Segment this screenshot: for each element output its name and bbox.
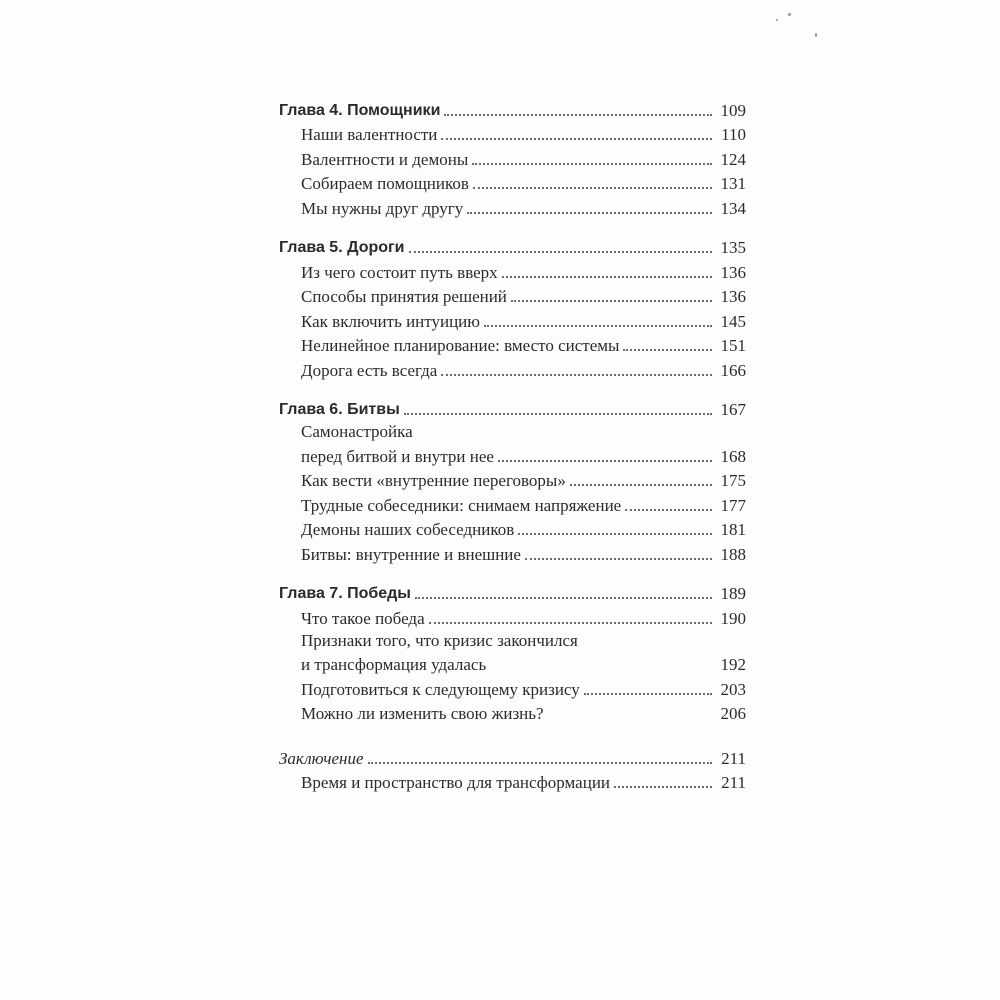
section-title-line-2: и трансформация удалась [301,655,487,674]
chapter-title: Глава 5. Дороги [279,239,405,256]
toc-chapter-7[interactable] [279,581,746,606]
toc-section[interactable] [279,308,746,333]
section-title: Способы принятия решений [301,287,507,306]
spacer [279,725,746,745]
leader-dots [473,187,712,189]
section-title: Битвы: внутренние и внешние [301,544,521,564]
page-number: 190 [720,608,746,628]
leader-dots [623,349,712,351]
leader-dots [511,300,712,302]
section-title-line-2: перед битвой и внутри нее [301,446,494,466]
section-title-line-1: Самонастройка [301,422,413,441]
spacer [279,382,746,397]
section-title: Валентности и демоны [301,149,469,169]
chapter-title: Глава 7. Победы [279,585,411,602]
leader-dots [502,276,712,278]
section-title: Трудные собеседники: снимаем напряжение [301,495,622,515]
leader-dots [584,693,712,695]
page-number: 109 [720,100,746,120]
toc-section[interactable] [279,195,746,220]
leader-dots [614,786,712,788]
page-number: 189 [720,584,746,603]
section-title: Можно ли изменить свою жизнь? [301,704,544,723]
page-number: 136 [720,287,746,306]
toc-chapter-4[interactable] [279,97,746,122]
leader-dots [409,251,712,253]
table-of-contents [279,97,746,794]
section-title: Мы нужны друг другу [301,198,464,218]
conclusion-title: Заключение [279,748,364,768]
page-number: 211 [721,773,746,792]
toc-conclusion[interactable] [279,745,746,770]
section-title-line-1: Признаки того, что кризис закончился [301,630,578,650]
section-title: Демоны наших собеседников [301,520,515,539]
leader-dots [415,597,712,599]
leader-dots [368,762,712,764]
leader-dots [404,413,712,415]
toc-section[interactable] [279,122,746,147]
toc-section[interactable] [279,492,746,517]
page-number: 135 [720,238,746,257]
leader-dots [484,325,712,327]
toc-section[interactable] [279,146,746,171]
chapter-title: Глава 4. Помощники [279,101,441,119]
leader-dots [444,114,712,116]
leader-dots [429,622,712,624]
toc-section[interactable] [279,468,746,493]
spacer [279,566,746,581]
page-number: 151 [720,336,746,355]
toc-section[interactable] [279,630,746,677]
leader-dots [498,460,712,462]
scan-speck [815,33,817,37]
page-number: 181 [720,520,746,539]
leader-dots [570,484,712,486]
page-number: 145 [720,311,746,331]
page-number: 188 [720,544,746,564]
section-title: Подготовиться к следующему кризису [301,679,580,699]
section-title: Как включить интуицию [301,311,480,331]
leader-dots [518,533,712,535]
toc-section[interactable] [279,421,746,468]
page-number: 206 [720,704,746,723]
leader-dots [441,374,712,376]
page-number: 192 [720,655,746,674]
toc-section[interactable] [279,357,746,382]
page-number: 166 [720,360,746,380]
toc-chapter-5[interactable] [279,235,746,260]
page-number: 177 [720,495,746,515]
page-number: 131 [720,174,746,193]
leader-dots [467,212,712,214]
toc-section[interactable] [279,333,746,358]
toc-section[interactable] [279,171,746,196]
page-number: 203 [720,679,746,699]
leader-dots [625,509,712,511]
leader-dots [441,138,712,140]
toc-section[interactable] [279,517,746,542]
toc-section[interactable] [279,259,746,284]
page-number: 110 [721,125,746,144]
scan-speck [776,19,778,21]
page-number: 168 [720,446,746,466]
toc-section[interactable] [279,541,746,566]
section-title: Наши валентности [301,125,438,144]
toc-section[interactable] [279,676,746,701]
leader-dots [525,558,712,560]
toc-section[interactable] [279,701,746,726]
page-number: 175 [720,471,746,490]
toc-section[interactable] [279,605,746,630]
section-title: Из чего состоит путь вверх [301,262,498,282]
page-number: 211 [721,748,746,768]
page-number: 134 [720,198,746,218]
chapter-title: Глава 6. Битвы [279,401,400,418]
page-number: 136 [720,262,746,282]
page-number: 167 [720,400,746,419]
section-title: Что такое победа [301,608,425,628]
section-title: Собираем помощников [301,174,469,193]
section-title-line-2-row [301,652,746,677]
section-title: Дорога есть всегда [301,360,438,380]
section-title-line-2-row [301,443,746,468]
spacer [279,220,746,235]
scan-speck [788,13,791,16]
toc-section[interactable] [279,770,746,795]
toc-section[interactable] [279,284,746,309]
page-number: 124 [720,149,746,169]
toc-chapter-6[interactable] [279,397,746,422]
section-title: Как вести «внутренние переговоры» [301,471,566,490]
section-title: Нелинейное планирование: вместо системы [301,336,620,355]
leader-dots [472,163,712,165]
section-title: Время и пространство для трансформации [301,773,611,792]
